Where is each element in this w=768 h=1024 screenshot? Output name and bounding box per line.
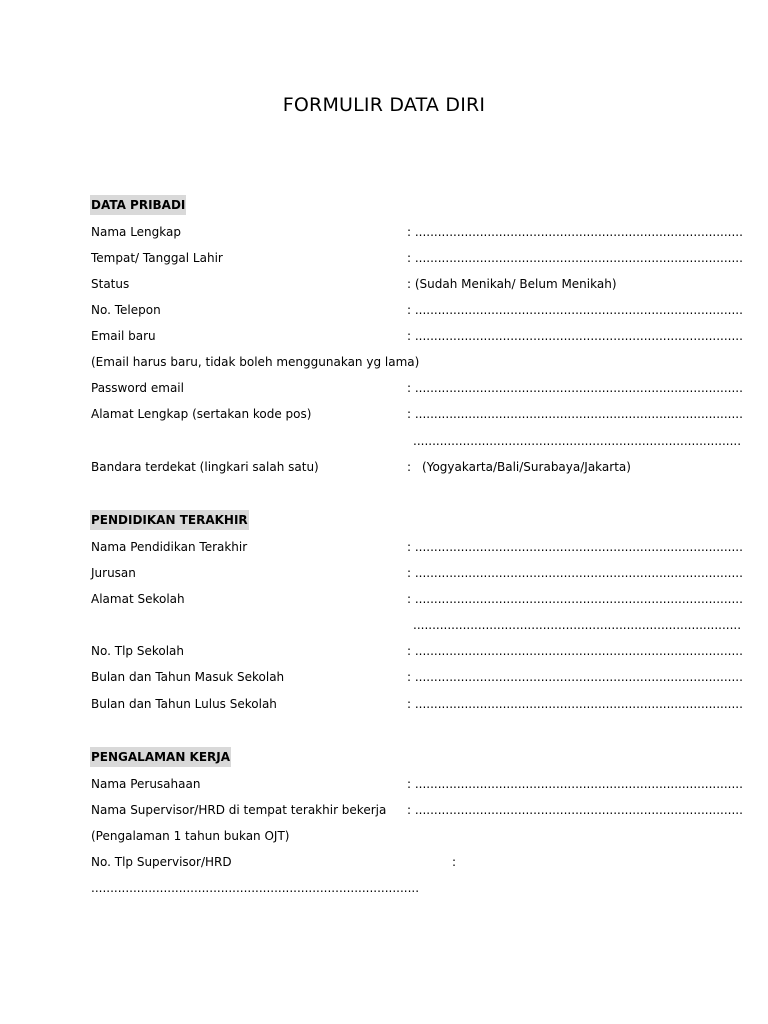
field-alamat-sekolah-continuation bbox=[0, 615, 768, 635]
field-nama-lengkap bbox=[0, 222, 768, 242]
field-label: Nama Perusahaan bbox=[91, 777, 201, 791]
field-blank: : ...................................................................................... bbox=[407, 566, 743, 580]
email-note bbox=[0, 352, 768, 372]
field-label: Email baru bbox=[91, 329, 156, 343]
field-blank: : ...................................................................................... bbox=[407, 381, 743, 395]
section-heading: PENGALAMAN KERJA bbox=[90, 747, 231, 767]
field-blank: : ...................................................................................... bbox=[407, 225, 743, 239]
experience-note bbox=[0, 826, 768, 846]
field-blank: ...................................................................................... bbox=[413, 434, 742, 448]
colon: : bbox=[452, 855, 457, 869]
field-label: No. Tlp Sekolah bbox=[91, 644, 184, 658]
field-label: Bandara terdekat (lingkari salah satu) bbox=[91, 460, 319, 474]
field-blank: : ...................................................................................... bbox=[407, 407, 743, 421]
field-blank: : ...................................................................................... bbox=[407, 644, 743, 658]
note-text: (Pengalaman 1 tahun bukan OJT) bbox=[91, 829, 290, 843]
field-jurusan bbox=[0, 563, 768, 583]
field-label: Alamat Lengkap (sertakan kode pos) bbox=[91, 407, 312, 421]
field-label: No. Tlp Supervisor/HRD bbox=[91, 855, 232, 869]
field-blank: : ...................................................................................... bbox=[407, 777, 743, 791]
field-label: Nama Lengkap bbox=[91, 225, 181, 239]
field-label: Bulan dan Tahun Lulus Sekolah bbox=[91, 697, 277, 711]
note-text: (Email harus baru, tidak boleh menggunakan yg lama) bbox=[91, 355, 420, 369]
section-heading: PENDIDIKAN TERAKHIR bbox=[90, 510, 249, 530]
section-pengalaman-kerja bbox=[0, 747, 768, 767]
field-email-baru bbox=[0, 326, 768, 346]
field-label: No. Telepon bbox=[91, 303, 161, 317]
field-status bbox=[0, 274, 768, 294]
field-blank: : ...................................................................................... bbox=[407, 697, 743, 711]
field-nama-supervisor bbox=[0, 800, 768, 820]
form-title: FORMULIR DATA DIRI bbox=[282, 94, 486, 116]
field-alamat-lengkap-continuation bbox=[0, 431, 768, 451]
field-no-tlp-supervisor bbox=[0, 852, 768, 872]
field-label: Tempat/ Tanggal Lahir bbox=[91, 251, 223, 265]
field-blank: : ...................................................................................... bbox=[407, 251, 743, 265]
field-label: Alamat Sekolah bbox=[91, 592, 185, 606]
options-text: (Yogyakarta/Bali/Surabaya/Jakarta) bbox=[422, 460, 631, 474]
field-bandara bbox=[0, 457, 768, 477]
field-blank: : ...................................................................................... bbox=[407, 329, 743, 343]
colon: : bbox=[407, 460, 412, 474]
field-blank: ...................................................................................... bbox=[91, 881, 420, 895]
field-no-telepon bbox=[0, 300, 768, 320]
section-data-pribadi bbox=[0, 195, 768, 215]
field-blank: ...................................................................................... bbox=[413, 618, 742, 632]
field-blank: : ...................................................................................... bbox=[407, 540, 743, 554]
field-label: Status bbox=[91, 277, 130, 291]
field-alamat-sekolah bbox=[0, 589, 768, 609]
field-nama-perusahaan bbox=[0, 774, 768, 794]
field-blank: : ...................................................................................... bbox=[407, 592, 743, 606]
field-no-tlp-sekolah bbox=[0, 641, 768, 661]
section-pendidikan-terakhir bbox=[0, 510, 768, 530]
field-alamat-lengkap bbox=[0, 404, 768, 424]
field-options: : (Sudah Menikah/ Belum Menikah) bbox=[407, 277, 617, 291]
field-blank: : ...................................................................................... bbox=[407, 670, 743, 684]
section-heading: DATA PRIBADI bbox=[90, 195, 186, 215]
field-label: Nama Pendidikan Terakhir bbox=[91, 540, 248, 554]
field-nama-pendidikan bbox=[0, 537, 768, 557]
field-options bbox=[407, 457, 631, 477]
field-label: Bulan dan Tahun Masuk Sekolah bbox=[91, 670, 285, 684]
field-label: Nama Supervisor/HRD di tempat terakhir bekerja bbox=[91, 803, 387, 817]
field-no-tlp-supervisor-blank bbox=[0, 878, 768, 898]
field-password-email bbox=[0, 378, 768, 398]
field-masuk-sekolah bbox=[0, 667, 768, 687]
field-blank: : ...................................................................................... bbox=[407, 803, 743, 817]
field-label: Password email bbox=[91, 381, 184, 395]
field-label: Jurusan bbox=[91, 566, 136, 580]
field-lulus-sekolah bbox=[0, 694, 768, 714]
field-tempat-tanggal-lahir bbox=[0, 248, 768, 268]
field-blank: : ...................................................................................... bbox=[407, 303, 743, 317]
